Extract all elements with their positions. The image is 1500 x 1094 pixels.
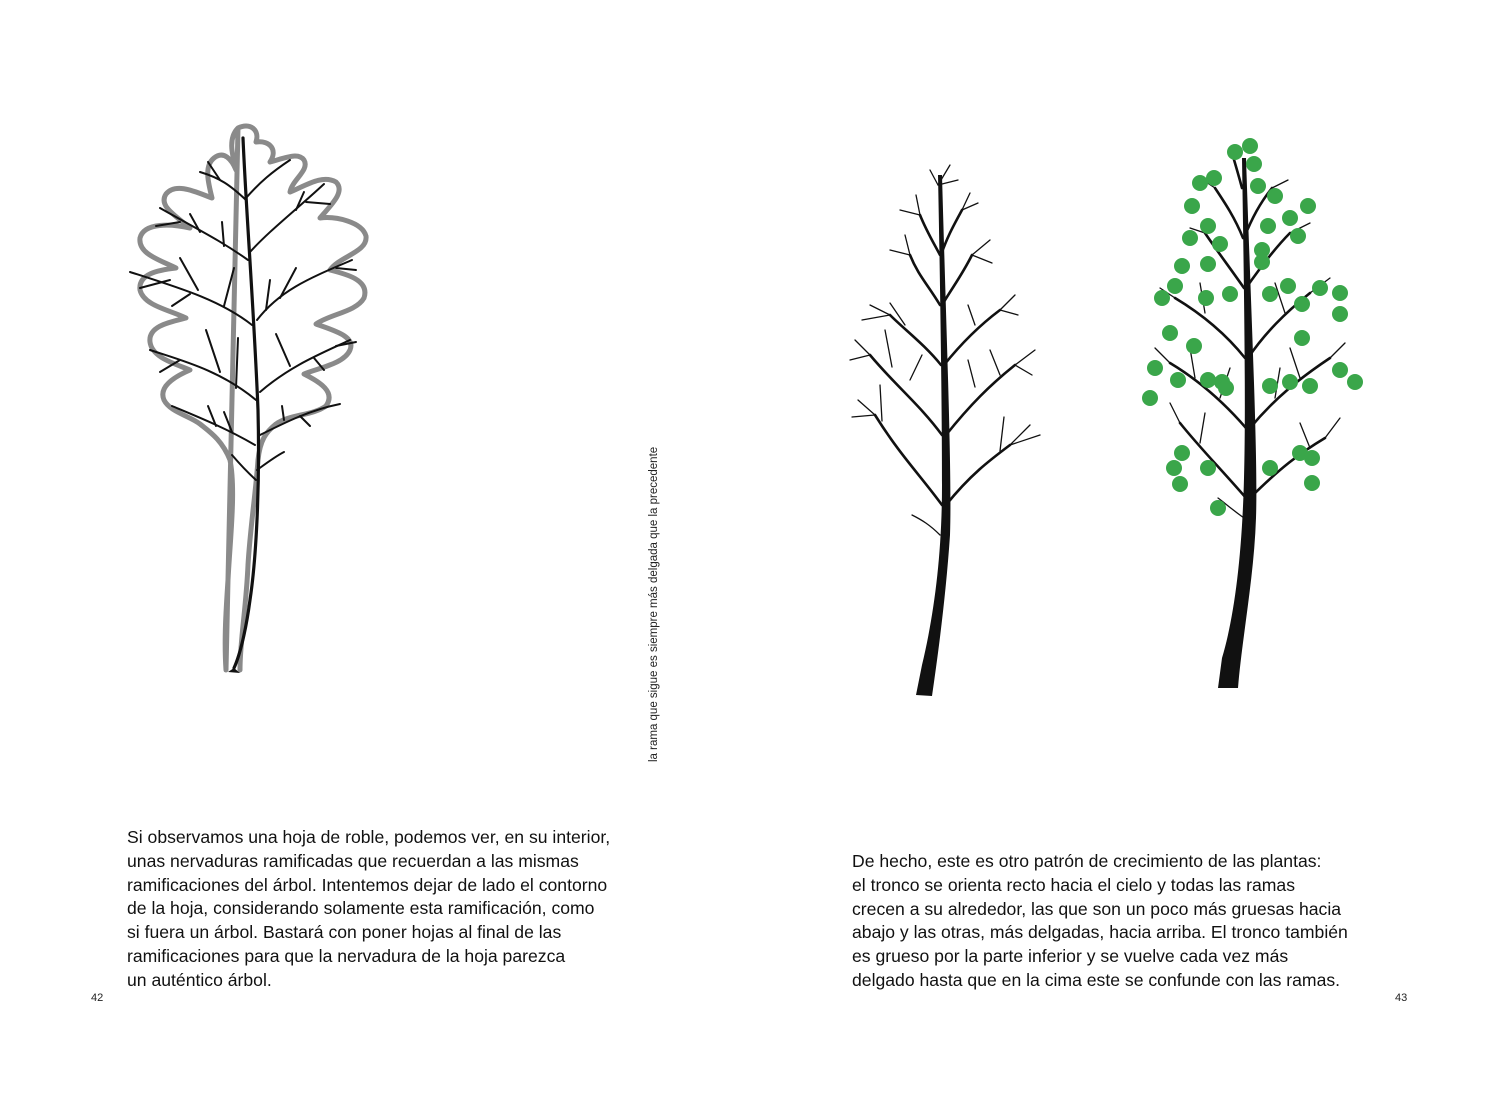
text-line: ramificaciones para que la nervadura de la hoja parezca [127,945,566,966]
text-line: un auténtico árbol. [127,969,272,990]
text-line: es grueso por la parte inferior y se vuelve cada vez más [852,946,1289,967]
vertical-caption: la rama que sigue es siempre más delgada que la precedente [648,446,660,762]
left-body-text [127,826,610,993]
text-line: delgado hasta que en la cima este se confunde con las ramas. [852,969,1341,990]
page-number-left: 42 [91,992,104,1004]
text-line: Si observamos una hoja de roble, podemos ver, en su interior, [127,827,611,847]
text-line: abajo y las otras, más delgadas, hacia arriba. El tronco también [852,922,1348,943]
text-line: crecen a su alrededor, las que son un poco más gruesas hacia [852,898,1342,919]
text-line: ramificaciones del árbol. Intentemos dejar de lado el contorno [127,874,608,895]
text-line: de la hoja, considerando solamente esta ramificación, como [127,898,595,919]
oak-leaf-illustration [100,110,400,690]
right-body-text [852,850,1348,993]
text-line: si fuera un árbol. Bastará con poner hojas al final de las [127,922,562,943]
right-page [750,0,1500,1094]
text-line: el tronco se orienta recto hacia el cielo y todas las ramas [852,874,1295,895]
leafy-tree-illustration [1150,138,1380,693]
bare-tree-illustration [850,155,1050,700]
page-number-right: 43 [1395,992,1408,1004]
text-line: unas nervaduras ramificadas que recuerdan a las mismas [127,850,579,871]
text-line: De hecho, este es otro patrón de crecimiento de las plantas: [852,851,1322,871]
